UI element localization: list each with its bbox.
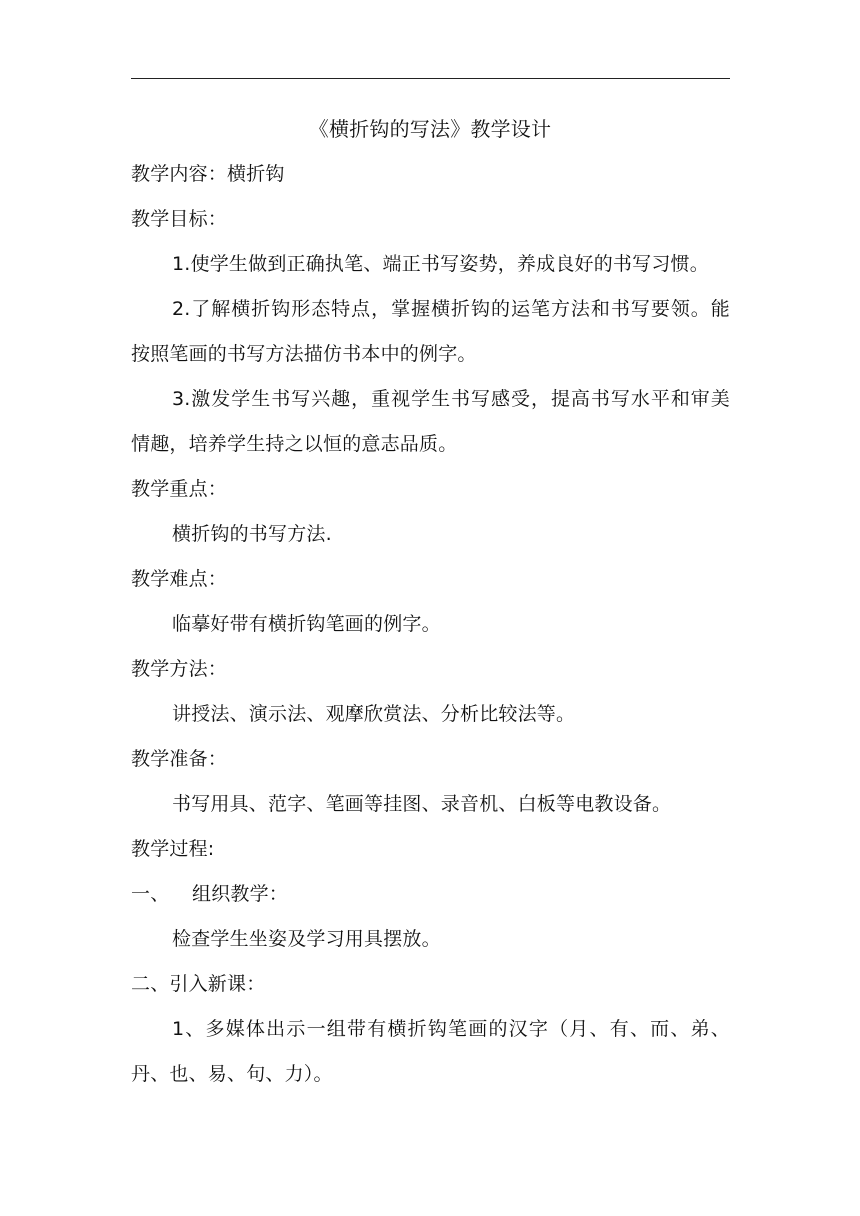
difficulty-text: 临摹好带有横折钩笔画的例字。 xyxy=(172,613,441,635)
step-1-number: 一、 xyxy=(131,883,170,905)
step-2-heading: 二、引入新课： xyxy=(131,973,266,995)
goal-item-2-line-2: 按照笔画的书写方法描仿书本中的例字。 xyxy=(131,343,477,365)
step-1-heading xyxy=(131,881,288,907)
goal-item-2-line-1: 2.了解横折钩形态特点，掌握横折钩的运笔方法和书写要领。能 xyxy=(172,298,730,320)
step-2-item-1-line-1: 1、多媒体出示一组带有横折钩笔画的汉字（月、有、而、弟、 xyxy=(172,1018,730,1040)
key-heading: 教学重点： xyxy=(131,478,228,500)
process-heading: 教学过程: xyxy=(131,838,215,860)
document-title: 《横折钩的写法》教学设计 xyxy=(308,117,552,141)
difficulty-heading: 教学难点： xyxy=(131,568,228,590)
header-rule xyxy=(131,78,730,79)
goal-item-1: 1.使学生做到正确执笔、端正书写姿势，养成良好的书写习惯。 xyxy=(172,253,709,275)
key-text: 横折钩的书写方法. xyxy=(172,523,332,545)
method-text: 讲授法、演示法、观摩欣赏法、分析比较法等。 xyxy=(172,703,576,725)
content-line: 教学内容：横折钩 xyxy=(131,163,285,185)
step-2-item-1-line-2: 丹、也、易、句、力）。 xyxy=(131,1063,333,1085)
method-heading: 教学方法： xyxy=(131,658,228,680)
goal-item-3-line-2: 情趣，培养学生持之以恒的意志品质。 xyxy=(131,433,458,455)
step-1-title: 组织教学： xyxy=(192,883,289,905)
prep-text: 书写用具、范字、笔画等挂图、录音机、白板等电教设备。 xyxy=(172,793,672,815)
prep-heading: 教学准备： xyxy=(131,748,228,770)
goals-heading: 教学目标： xyxy=(131,208,228,230)
step-1-text: 检查学生坐姿及学习用具摆放。 xyxy=(172,928,441,950)
goal-item-3-line-1: 3.激发学生书写兴趣，重视学生书写感受，提高书写水平和审美 xyxy=(172,388,730,410)
